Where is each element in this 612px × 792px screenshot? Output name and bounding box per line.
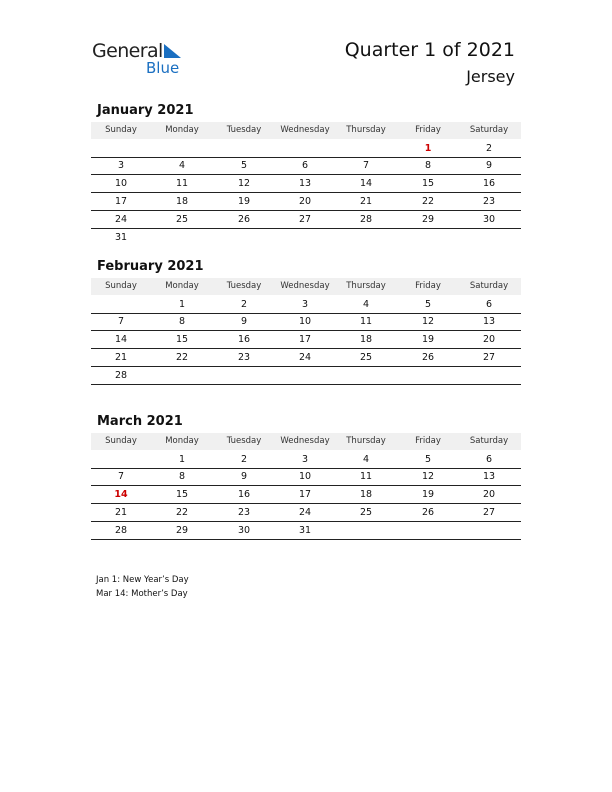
date-cell: 31 xyxy=(114,232,128,243)
date-cell: 8 xyxy=(424,160,432,171)
date-cell: 2 xyxy=(240,299,248,310)
date-cell: 20 xyxy=(482,334,496,345)
month-title: February 2021 xyxy=(97,259,204,274)
date-cell: 29 xyxy=(421,214,435,225)
date-cell: 4 xyxy=(178,160,186,171)
date-cell: 2 xyxy=(240,454,248,465)
week-row xyxy=(91,367,521,385)
date-cell xyxy=(335,229,397,246)
date-cell: 11 xyxy=(359,471,373,482)
date-cell: 16 xyxy=(237,489,251,500)
weekday-header xyxy=(91,122,521,139)
date-cell xyxy=(213,140,275,157)
date-cell: 4 xyxy=(362,299,370,310)
month-title: March 2021 xyxy=(97,414,183,429)
date-cell: 23 xyxy=(237,507,251,518)
weekday-label: Monday xyxy=(165,436,199,446)
date-cell: 10 xyxy=(298,471,312,482)
holiday-note: Jan 1: New Year’s Day xyxy=(96,575,189,585)
date-cell xyxy=(151,140,213,157)
weekday-label: Friday xyxy=(415,281,441,291)
weekday-label: Saturday xyxy=(469,125,509,135)
date-cell: 10 xyxy=(298,316,312,327)
weekday-label: Tuesday xyxy=(226,281,262,291)
date-cell: 27 xyxy=(482,352,496,363)
date-cell: 15 xyxy=(175,489,189,500)
date-cell: 17 xyxy=(298,334,312,345)
date-cell: 11 xyxy=(175,178,189,189)
date-cell: 3 xyxy=(301,299,309,310)
date-cell: 14 xyxy=(114,334,128,345)
date-cell xyxy=(274,367,336,384)
holiday-notes xyxy=(96,573,189,601)
date-cell: 3 xyxy=(117,160,125,171)
date-cell: 2 xyxy=(485,143,493,154)
date-cell: 22 xyxy=(421,196,435,207)
weekday-label: Thursday xyxy=(346,436,386,446)
weekday-label: Sunday xyxy=(105,125,137,135)
date-cell: 24 xyxy=(114,214,128,225)
week-row xyxy=(91,486,521,504)
week-row xyxy=(91,451,521,469)
week-row xyxy=(91,140,521,158)
date-cell xyxy=(397,367,459,384)
date-cell: 19 xyxy=(421,489,435,500)
holiday-date-cell: 1 xyxy=(424,143,432,154)
date-cell xyxy=(213,229,275,246)
weekday-label: Tuesday xyxy=(226,125,262,135)
weekday-label: Wednesday xyxy=(280,436,330,446)
date-cell: 15 xyxy=(175,334,189,345)
date-cell: 25 xyxy=(359,507,373,518)
week-row xyxy=(91,331,521,349)
date-cell: 24 xyxy=(298,507,312,518)
date-cell: 20 xyxy=(298,196,312,207)
date-cell: 25 xyxy=(359,352,373,363)
date-cell xyxy=(335,522,397,539)
date-cell: 28 xyxy=(114,370,128,381)
date-cell xyxy=(90,296,152,313)
date-cell: 10 xyxy=(114,178,128,189)
week-row xyxy=(91,296,521,314)
date-cell: 28 xyxy=(359,214,373,225)
date-cell: 30 xyxy=(482,214,496,225)
week-row xyxy=(91,211,521,229)
date-cell: 20 xyxy=(482,489,496,500)
weekday-label: Friday xyxy=(415,436,441,446)
date-cell: 1 xyxy=(178,454,186,465)
date-cell xyxy=(397,229,459,246)
date-cell: 24 xyxy=(298,352,312,363)
week-row xyxy=(91,193,521,211)
date-cell: 21 xyxy=(114,507,128,518)
date-cell xyxy=(458,522,520,539)
page-title: Quarter 1 of 2021 xyxy=(344,39,515,61)
weekday-label: Thursday xyxy=(346,125,386,135)
date-cell: 22 xyxy=(175,507,189,518)
date-cell xyxy=(274,140,336,157)
date-cell: 29 xyxy=(175,525,189,536)
date-cell: 1 xyxy=(178,299,186,310)
date-cell xyxy=(90,451,152,468)
date-cell: 18 xyxy=(359,334,373,345)
date-cell: 19 xyxy=(421,334,435,345)
date-cell: 17 xyxy=(298,489,312,500)
week-row xyxy=(91,349,521,367)
date-cell: 12 xyxy=(421,471,435,482)
logo-text-general: General xyxy=(92,40,163,62)
week-row xyxy=(91,175,521,193)
weekday-label: Tuesday xyxy=(226,436,262,446)
date-cell xyxy=(151,229,213,246)
date-cell: 9 xyxy=(240,471,248,482)
page-subtitle: Jersey xyxy=(466,67,515,86)
date-cell: 5 xyxy=(424,299,432,310)
week-row xyxy=(91,157,521,175)
date-cell: 31 xyxy=(298,525,312,536)
week-row xyxy=(91,468,521,486)
date-cell: 19 xyxy=(237,196,251,207)
date-cell: 8 xyxy=(178,316,186,327)
weekday-label: Sunday xyxy=(105,281,137,291)
date-cell: 16 xyxy=(482,178,496,189)
weekday-header xyxy=(91,278,521,295)
week-row xyxy=(91,229,521,246)
date-cell: 15 xyxy=(421,178,435,189)
date-cell: 30 xyxy=(237,525,251,536)
date-cell: 23 xyxy=(237,352,251,363)
date-cell: 26 xyxy=(421,352,435,363)
holiday-note: Mar 14: Mother’s Day xyxy=(96,589,188,599)
date-cell xyxy=(335,367,397,384)
date-cell: 6 xyxy=(485,454,493,465)
date-cell: 3 xyxy=(301,454,309,465)
date-cell: 7 xyxy=(117,316,125,327)
date-cell xyxy=(335,140,397,157)
date-cell: 7 xyxy=(362,160,370,171)
date-cell xyxy=(458,367,520,384)
date-cell: 4 xyxy=(362,454,370,465)
date-cell xyxy=(151,367,213,384)
date-cell: 16 xyxy=(237,334,251,345)
date-cell: 9 xyxy=(485,160,493,171)
date-cell: 6 xyxy=(485,299,493,310)
week-row xyxy=(91,313,521,331)
brand-logo xyxy=(92,40,192,80)
date-cell: 5 xyxy=(240,160,248,171)
date-cell: 13 xyxy=(482,471,496,482)
weekday-label: Sunday xyxy=(105,436,137,446)
weekday-label: Wednesday xyxy=(280,281,330,291)
date-cell: 18 xyxy=(359,489,373,500)
date-cell: 26 xyxy=(421,507,435,518)
date-cell: 27 xyxy=(298,214,312,225)
date-cell xyxy=(458,229,520,246)
date-cell: 21 xyxy=(359,196,373,207)
date-cell: 8 xyxy=(178,471,186,482)
date-cell: 6 xyxy=(301,160,309,171)
holiday-date-cell: 14 xyxy=(114,489,128,500)
weekday-label: Friday xyxy=(415,125,441,135)
date-cell: 12 xyxy=(421,316,435,327)
date-cell xyxy=(213,367,275,384)
weekday-label: Thursday xyxy=(346,281,386,291)
date-cell: 17 xyxy=(114,196,128,207)
date-cell: 9 xyxy=(240,316,248,327)
weekday-label: Monday xyxy=(165,125,199,135)
weekday-label: Saturday xyxy=(469,281,509,291)
weekday-label: Monday xyxy=(165,281,199,291)
date-cell: 5 xyxy=(424,454,432,465)
date-cell: 28 xyxy=(114,525,128,536)
logo-text-blue: Blue xyxy=(146,59,180,77)
weekday-header xyxy=(91,433,521,450)
date-cell: 14 xyxy=(359,178,373,189)
date-cell: 26 xyxy=(237,214,251,225)
weekday-label: Wednesday xyxy=(280,125,330,135)
date-cell: 22 xyxy=(175,352,189,363)
date-cell: 23 xyxy=(482,196,496,207)
month-title: January 2021 xyxy=(97,103,194,118)
date-cell xyxy=(397,522,459,539)
date-cell xyxy=(274,229,336,246)
week-row xyxy=(91,504,521,522)
date-cell: 18 xyxy=(175,196,189,207)
flag-triangle-icon xyxy=(162,43,182,59)
date-cell: 25 xyxy=(175,214,189,225)
date-cell: 12 xyxy=(237,178,251,189)
week-row xyxy=(91,522,521,540)
date-cell: 7 xyxy=(117,471,125,482)
date-cell: 21 xyxy=(114,352,128,363)
date-cell: 13 xyxy=(482,316,496,327)
date-cell: 27 xyxy=(482,507,496,518)
date-cell xyxy=(90,140,152,157)
date-cell: 13 xyxy=(298,178,312,189)
weekday-label: Saturday xyxy=(469,436,509,446)
date-cell: 11 xyxy=(359,316,373,327)
